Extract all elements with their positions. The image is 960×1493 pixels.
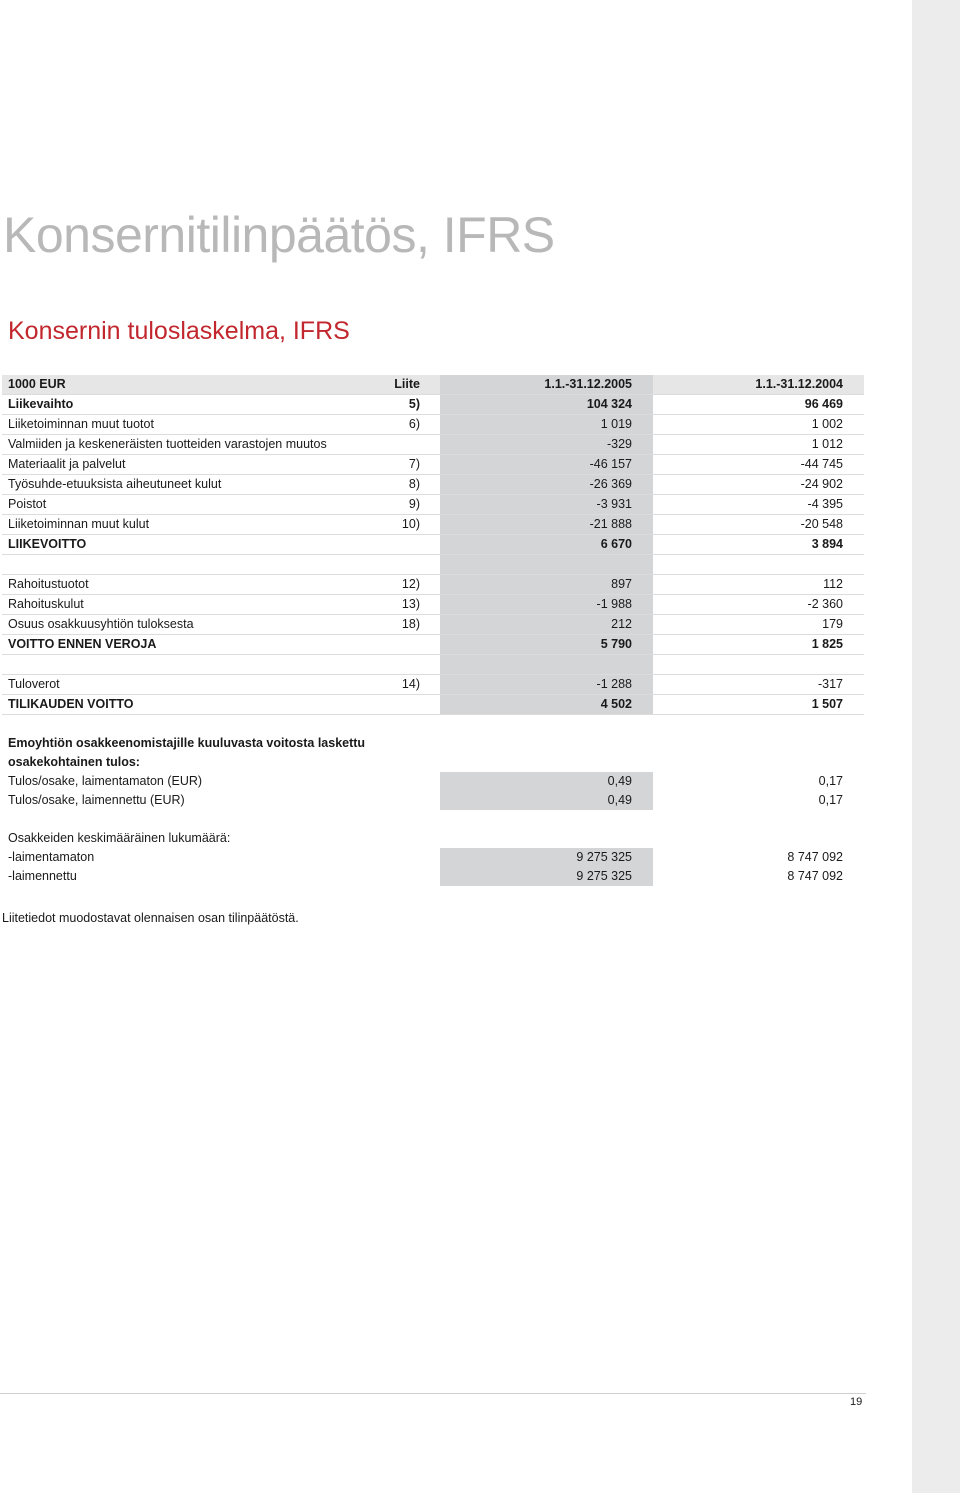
row-note: 12) — [401, 577, 420, 591]
row-label: Tuloverot — [8, 677, 60, 691]
page-number: 19 — [850, 1396, 863, 1408]
row-note: 14) — [401, 677, 420, 691]
eps-heading: Emoyhtiön osakkeenomistajille kuuluvasta voitosta laskettu — [8, 736, 366, 750]
row-note: 10) — [401, 517, 420, 531]
row-note: 5) — [408, 397, 420, 411]
row-label: Tulos/osake, laimennettu (EUR) — [8, 793, 185, 807]
row-label: Osuus osakkuusyhtiön tuloksesta — [8, 617, 194, 631]
row-label: Rahoitustuotot — [8, 577, 89, 591]
footer-divider — [0, 1393, 866, 1394]
value-2005: 1 019 — [440, 415, 653, 434]
shares-heading-row — [2, 829, 864, 848]
table-row — [2, 455, 864, 475]
value-2005 — [440, 555, 653, 574]
eps-row — [2, 791, 864, 810]
row-note: 13) — [401, 597, 420, 611]
row-label: Työsuhde-etuuksista aiheutuneet kulut — [8, 477, 222, 491]
value-2005: -46 157 — [440, 455, 653, 474]
row-note — [362, 695, 420, 714]
side-margin-strip — [912, 0, 960, 1493]
spacer-row — [2, 715, 864, 734]
header-2004: 1.1.-31.12.2004 — [755, 377, 843, 391]
table-row — [2, 535, 864, 555]
eps-heading-row — [2, 753, 864, 772]
value-2005: 4 502 — [440, 695, 653, 714]
value-2005: -329 — [440, 435, 653, 454]
table-row — [2, 675, 864, 695]
value-2004: 1 002 — [811, 417, 843, 431]
value-2005: 9 275 325 — [440, 848, 653, 867]
value-2004: 112 — [823, 577, 843, 591]
table-row — [2, 575, 864, 595]
value-2004: -24 902 — [800, 477, 843, 491]
row-label: Valmiiden ja keskeneräisten tuotteiden varastojen muutos — [8, 437, 327, 451]
value-2005: 6 670 — [440, 535, 653, 554]
header-2005: 1.1.-31.12.2005 — [440, 375, 653, 394]
value-2004: -4 395 — [807, 497, 843, 511]
value-2004 — [653, 555, 864, 574]
value-2005: 212 — [440, 615, 653, 634]
eps-heading-row — [2, 734, 864, 753]
row-note: 7) — [408, 457, 420, 471]
table-row — [2, 435, 864, 455]
row-label: VOITTO ENNEN VEROJA — [8, 637, 157, 651]
header-note: Liite — [394, 377, 420, 391]
row-label: Liiketoiminnan muut tuotot — [8, 417, 154, 431]
value-2005: -1 988 — [440, 595, 653, 614]
value-2004: -317 — [817, 677, 843, 691]
value-2004: -44 745 — [800, 457, 843, 471]
table-row — [2, 655, 864, 675]
table-header-row — [2, 375, 864, 395]
shares-heading: Osakkeiden keskimääräinen lukumäärä: — [8, 831, 231, 845]
table-row — [2, 515, 864, 535]
row-label: Tulos/osake, laimentamaton (EUR) — [8, 774, 203, 788]
value-2004: 0,17 — [818, 793, 843, 807]
value-2005: -26 369 — [440, 475, 653, 494]
value-2004 — [653, 655, 864, 674]
page-title: Konsernitilinpäätös, IFRS — [3, 207, 555, 263]
row-note: 8) — [408, 477, 420, 491]
shares-row — [2, 867, 864, 886]
row-label: -laimennettu — [8, 869, 77, 883]
header-unit: 1000 EUR — [8, 377, 66, 391]
value-2004: 8 747 092 — [787, 850, 843, 864]
value-2004: 96 469 — [804, 397, 843, 411]
value-2005: -3 931 — [440, 495, 653, 514]
table-row — [2, 635, 864, 655]
table-row — [2, 395, 864, 415]
value-2004: 0,17 — [818, 774, 843, 788]
table-row — [2, 615, 864, 635]
row-label: Liiketoiminnan muut kulut — [8, 517, 150, 531]
value-2005: 0,49 — [440, 791, 653, 810]
value-2004: 179 — [822, 617, 843, 631]
row-note: 6) — [408, 417, 420, 431]
value-2005 — [440, 655, 653, 674]
row-note — [362, 535, 420, 554]
row-note — [362, 555, 420, 574]
row-label: TILIKAUDEN VOITTO — [8, 697, 134, 711]
value-2005: 5 790 — [440, 635, 653, 654]
row-note — [362, 435, 420, 454]
value-2004: 1 825 — [811, 637, 843, 651]
value-2004: -20 548 — [800, 517, 843, 531]
row-note — [362, 655, 420, 674]
value-2005: 897 — [440, 575, 653, 594]
table-row — [2, 475, 864, 495]
table-row — [2, 595, 864, 615]
value-2004: -2 360 — [807, 597, 843, 611]
row-label: Materiaalit ja palvelut — [8, 457, 126, 471]
eps-block — [2, 715, 864, 886]
row-label: -laimentamaton — [8, 850, 95, 864]
value-2005: 9 275 325 — [440, 867, 653, 886]
row-note: 9) — [408, 497, 420, 511]
shares-row — [2, 848, 864, 867]
row-label: Poistot — [8, 497, 47, 511]
value-2005: -1 288 — [440, 675, 653, 694]
value-2005: 0,49 — [440, 772, 653, 791]
value-2004: 1 012 — [811, 437, 843, 451]
income-rows — [2, 395, 864, 715]
table-row — [2, 695, 864, 715]
footnote: Liitetiedot muodostavat olennaisen osan tilinpäätöstä. — [2, 911, 299, 925]
row-label: Liikevaihto — [8, 397, 74, 411]
value-2004: 3 894 — [811, 537, 843, 551]
eps-row — [2, 772, 864, 791]
row-label: Rahoituskulut — [8, 597, 84, 611]
eps-heading: osakekohtainen tulos: — [8, 755, 140, 769]
income-statement-table — [2, 375, 864, 886]
table-row — [2, 495, 864, 515]
value-2005: 104 324 — [440, 395, 653, 414]
row-label: LIIKEVOITTO — [8, 537, 87, 551]
value-2005: -21 888 — [440, 515, 653, 534]
table-row — [2, 555, 864, 575]
spacer-row — [2, 810, 864, 829]
row-note — [362, 635, 420, 654]
row-note: 18) — [401, 617, 420, 631]
value-2004: 8 747 092 — [787, 869, 843, 883]
section-title: Konsernin tuloslaskelma, IFRS — [8, 317, 350, 345]
table-row — [2, 415, 864, 435]
value-2004: 1 507 — [811, 697, 843, 711]
